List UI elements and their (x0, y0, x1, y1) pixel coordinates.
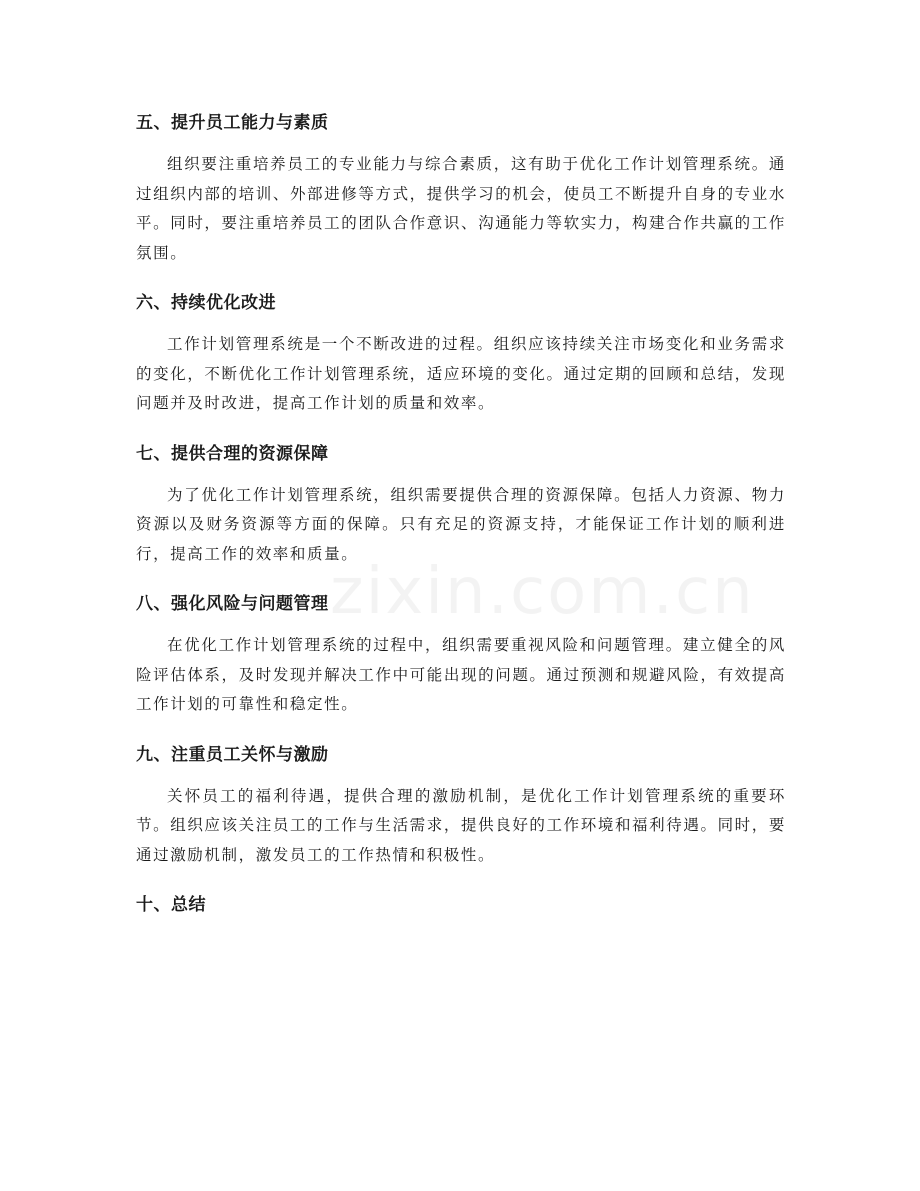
section-heading: 五、提升员工能力与素质 (136, 113, 329, 133)
section-paragraph: 关怀员工的福利待遇，提供合理的激励机制，是优化工作计划管理系统的重要环节。组织应该关注员工的工作与生活需求，提供良好的工作环境和福利待遇。同时，要通过激励机制，激发员工的工作热情和积极性。 (136, 786, 786, 864)
section-7 (136, 437, 786, 570)
section-heading: 十、总结 (136, 895, 206, 915)
section-6 (136, 286, 786, 419)
section-10 (136, 888, 786, 922)
section-heading: 六、持续优化改进 (136, 293, 276, 313)
section-8 (136, 587, 786, 720)
section-paragraph: 为了优化工作计划管理系统，组织需要提供合理的资源保障。包括人力资源、物力资源以及财务资源等方面的保障。只有充足的资源支持，才能保证工作计划的顺利进行，提高工作的效率和质量。 (136, 485, 786, 563)
section-heading: 八、强化风险与问题管理 (136, 594, 329, 614)
section-paragraph: 在优化工作计划管理系统的过程中，组织需要重视风险和问题管理。建立健全的风险评估体系，及时发现并解决工作中可能出现的问题。通过预测和规避风险，有效提高工作计划的可靠性和稳定性。 (136, 636, 786, 713)
section-heading: 七、提供合理的资源保障 (136, 443, 329, 464)
document-body (136, 106, 786, 932)
section-paragraph: 工作计划管理系统是一个不断改进的过程。组织应该持续关注市场变化和业务需求的变化，不断优化工作计划管理系统，适应环境的变化。通过定期的回顾和总结，发现问题并及时改进，提高工作计划的质量和效率。 (136, 335, 786, 412)
section-9 (136, 738, 786, 871)
section-5 (136, 106, 786, 268)
section-paragraph: 组织要注重培养员工的专业能力与综合素质，这有助于优化工作计划管理系统。通过组织内部的培训、外部进修等方式，提供学习的机会，使员工不断提升自身的专业水平。同时，要注重培养员工的团队合作意识、沟通能力等软实力，构建合作共赢的工作氛围。 (136, 155, 786, 262)
section-heading: 九、注重员工关怀与激励 (136, 744, 329, 765)
